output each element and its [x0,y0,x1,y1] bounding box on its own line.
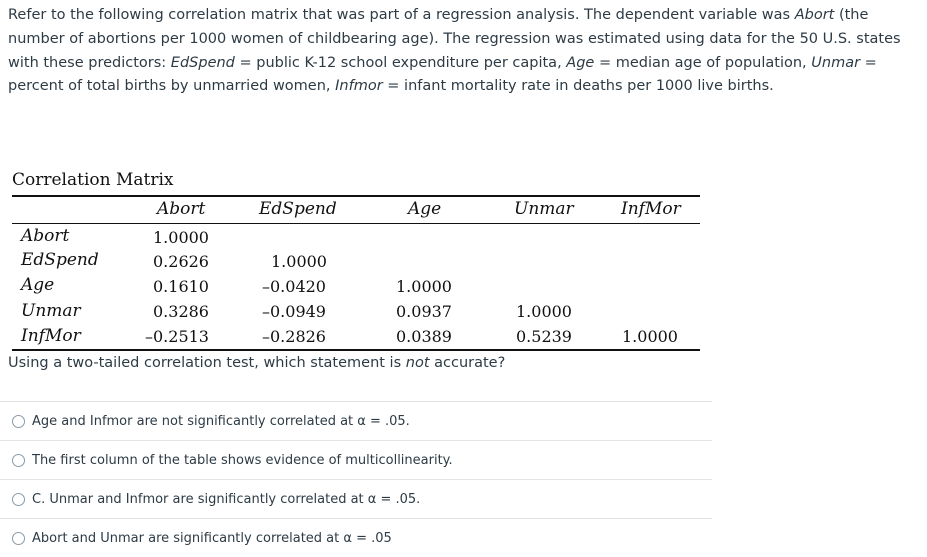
answer-option-4[interactable] [0,518,712,557]
cell-age-edspend: –0.0420 [262,277,326,296]
intro-text: = percent of total births by unmarried women, [8,54,877,95]
answer-option-2[interactable] [0,440,712,479]
cell-infmor-unmar: 0.5239 [516,327,572,346]
cell-age-age: 1.0000 [396,277,452,296]
col-header-unmar: Unmar [514,199,574,219]
row-label-age: Age [21,275,55,295]
col-header-abort: Abort [157,199,206,219]
intro-text: = public K-12 school expenditure per capita, [234,54,567,71]
question-emphasis: not [405,355,430,371]
table-bottom-rule [12,349,700,351]
var-edspend: EdSpend [170,54,235,71]
answer-label: Abort and Unmar are significantly correlated at α = .05 [32,530,392,546]
question-text-part: Using a two-tailed correlation test, which statement is [8,355,406,371]
answer-option-3[interactable] [0,479,712,518]
row-label-unmar: Unmar [21,301,81,321]
col-header-edspend: EdSpend [259,199,337,219]
intro-text: = median age of population, [594,54,812,71]
cell-infmor-infmor: 1.0000 [622,327,678,346]
cell-infmor-age: 0.0389 [396,327,452,346]
cell-infmor-edspend: –0.2826 [262,327,326,346]
cell-edspend-abort: 0.2626 [153,252,209,271]
var-abort: Abort [794,7,835,23]
col-header-infmor: InfMor [621,199,681,219]
row-label-infmor: InfMor [21,326,81,346]
row-label-abort: Abort [21,226,70,246]
radio-button[interactable] [12,532,25,545]
row-label-edspend: EdSpend [21,250,99,270]
cell-abort-abort: 1.0000 [153,228,209,247]
cell-edspend-edspend: 1.0000 [271,252,327,271]
cell-unmar-unmar: 1.0000 [516,302,572,321]
matrix-title: Correlation Matrix [12,170,174,190]
cell-age-abort: 0.1610 [153,277,209,296]
var-unmar: Unmar [811,54,861,71]
radio-button[interactable] [12,415,25,428]
cell-unmar-age: 0.0937 [396,302,452,321]
question-text-part: accurate? [429,355,506,371]
answer-label: Age and Infmor are not significantly correlated at α = .05. [32,413,410,429]
intro-text: (the number of abortions per 1000 women of childbearing age). The regression was estimated using data for the 50 U.S. states with these predictors: [8,7,901,71]
intro-text: Refer to the following correlation matrix that was part of a regression analysis. The dependent variable was [8,7,795,23]
answer-option-1[interactable] [0,401,712,440]
answer-list [0,401,712,557]
intro-text: = infant mortality rate in deaths per 1000 live births. [382,78,774,95]
cell-unmar-abort: 0.3286 [153,302,209,321]
var-infmor: Infmor [335,78,383,95]
radio-button[interactable] [12,454,25,467]
table-top-rule [12,195,700,197]
col-header-age: Age [408,199,442,219]
table-header-rule [12,223,700,224]
var-age: Age [566,54,595,71]
cell-infmor-abort: –0.2513 [145,327,209,346]
intro-paragraph [8,4,918,99]
question-text [8,355,505,371]
radio-button[interactable] [12,493,25,506]
cell-unmar-edspend: –0.0949 [262,302,326,321]
answer-label: The first column of the table shows evidence of multicollinearity. [32,452,453,468]
answer-label: C. Unmar and Infmor are significantly correlated at α = .05. [32,491,421,507]
